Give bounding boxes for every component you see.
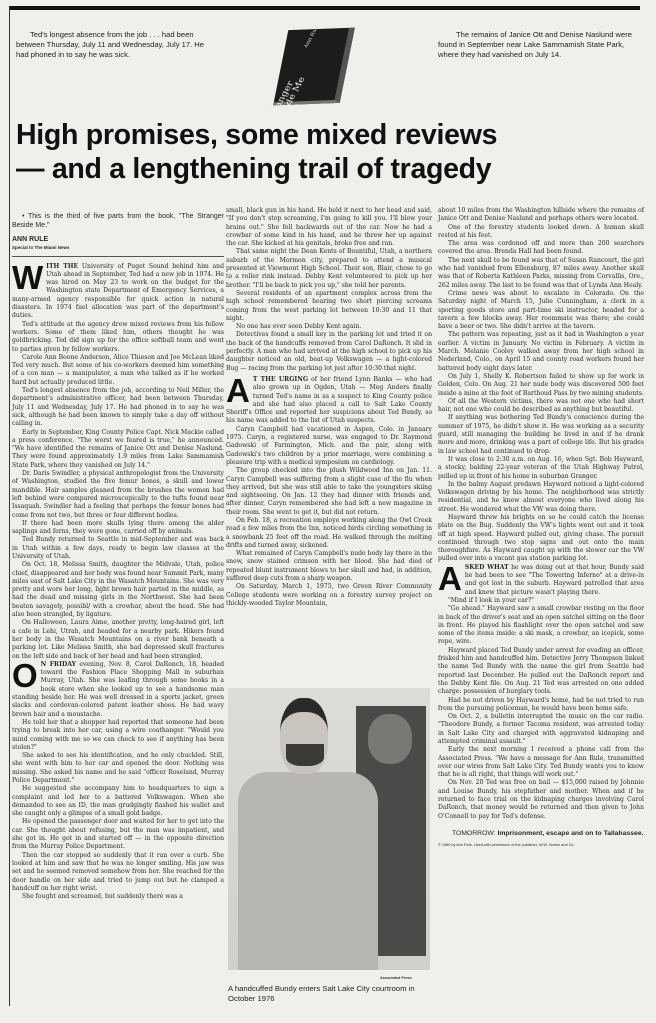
paragraph: On Saturday, March 1, 1975, two Green River Community College students were working on a forestry survey project on thickly-wooded Taylor Mountain,: [226, 583, 432, 607]
paragraph: Then the car stopped so suddenly that it ran over a curb. She looked at him and saw that he was no longer smiling. His jaw was set and he seemed removed somehow from her. She reached for the door handle on her side and tried to jump out but he clamped a handcuff on her right wrist.: [12, 851, 224, 892]
paragraph: He opened the passenger door and waited for her to get into the car. She thought about refusing, but the man was impatient, and she got in. He got in and started off — in the opposite direction from the Murray Police Department.: [12, 818, 224, 851]
photo-figure-beard: [286, 744, 324, 766]
paragraph: The area was cordoned off and more than 200 searchers covered the area. Brenda Hall had been found.: [438, 240, 644, 256]
top-rule: [10, 6, 640, 10]
paragraph: The group checked into the plush Wildwood Inn on Jan. 11. Caryn Campbell was suffering from a slight case of the flu when they arrived, but she was still able to take the youngsters skiing and sightseeing. On Jan. 12 they had dinner with friends and, after dinner, Caryn remembered she had left a new magazine in their room. She went to get it, but did not return.: [226, 467, 432, 516]
book-author: Ann Rule: [303, 24, 321, 49]
drop-cap: W: [12, 258, 44, 296]
paragraph: In the balmy August predawn Hayward noticed a light-colored Volkswagen driving by his home. The neighborhood was strictly residential, and he knew almost everyone who lived along his street. He wondered what the VW was doing there.: [438, 480, 644, 513]
byline-affiliation: Special to The Miami News: [12, 244, 224, 256]
paragraph: [438, 559, 644, 597]
paragraph: The pattern was repeating, just as it had in Washington a year earlier. A victim in January. No victim in February. A victim in March. Melanie Cooley walked away from her high school in Nederland, Colo., on April 15 and county road workers found her battered body eight days later.: [438, 331, 644, 372]
lead-in: ITH THE: [46, 262, 79, 270]
byline-author: ANN RULE: [12, 236, 49, 243]
photo-officer: [368, 714, 412, 764]
paragraph: Early the next morning I received a phone call from the Associated Press. "We have a message for Ann Rule, transmitted over our wires from Salt Lake City. Ted Bundy wants you to know that he is all right, that things will work out.": [438, 746, 644, 779]
paragraph: Ted Bundy returned to Seattle in mid-September and was back in Utah within a few days, ready to begin law classes at the University of Utah.: [12, 536, 224, 560]
tomorrow-teaser: [438, 829, 644, 838]
paragraph-text: evening, Nov. 8, Carol DaRonch, 18, headed toward the Fashion Place Shopping Mall in suburban Murray, Utah. She was leafing through some books in a book store when she looked up to see a handsome man standing beside her. He was well dressed in a sports jacket, green slacks and cordovan-colored patent leather shoes. He had wavy brown hair and a moustache.: [12, 660, 224, 718]
paragraph: On Nov. 20 Ted was free on bail — $15,000 raised by Johnnie and Louise Bundy, his stepfather and mother. When and if he returned to face trial on the kidnaping charges involving Carol DaRonch, that money would be returned and then given to John O'Connell to pay for Ted's defense.: [438, 779, 644, 820]
photo-bundy-courtroom: [228, 688, 430, 970]
photo-credit: Associated Press: [380, 976, 412, 980]
headline-line-1: High promises, some mixed reviews: [16, 119, 498, 151]
tomorrow-text: Imprisonment, escape and on to Tallahassee.: [495, 829, 644, 837]
paragraph: small, black gun in his hand. He held it next to her head and said, "If you don't stop screaming, I'm going to kill you. I'll blow your brains out." She fell backwards out of the car. Now he had a crowbar of some kind in his hand, and he threw her up against the car. She kicked at his genitals, broke free and ran.: [226, 207, 432, 248]
lead-in: T THE URGING: [252, 375, 309, 383]
paragraph: "Go ahead." Hayward saw a small crowbar resting on the floor in back of the driver's seat and an open satchel sitting on the floor in front. He played his flashlight over the open satchel and saw some of the items inside: a ski mask, a crowbar, an icepick, some rope, wire.: [438, 605, 644, 646]
photo-figure-shirt: [238, 772, 378, 970]
copyright-notice: © 1980 by Ann Rule. Used with permission of the publisher, W.W. Norton and Co.: [438, 842, 575, 847]
paragraph: Crime news was about to escalate in Colorado. On the Saturday night of March 15, Julie Cunningham, a clerk in a sporting goods store and part-time ski instructor, headed for a tavern a few blocks away. Her roommate was there; she could have a beer or two. She didn't arrive at the tavern.: [438, 289, 644, 331]
paragraph: On Oct. 18, Melissa Smith, daughter the Midvale, Utah, police chief, disappeared and her body was found near Summit Park, many miles east of Salt Lake City in the Wasatch Mountains. She was very pretty and wore her long, light brown hair parted in the middle, as had the dead and missing girls in the Northwest. She had been beaten savagely, possibl/ with a crowbar, about the head. She had also been strangled, by ligature.: [12, 561, 224, 619]
pull-quote-right: The remains of Janice Ott and Denise Naslund were found in September near Lake Sammamish State Park, where they had vanished on July 14.: [438, 30, 633, 60]
paragraph: The next skull to be found was that of Susan Rancourt, the girl who had vanished from Ellensburg, 87 miles away. Another skull was that of Roberta Kathleen Parks, missing from Corvallis, Ore., 262 miles away. The last to be found was that of Lynda Ann Healy.: [438, 256, 644, 289]
paragraph: Early in September, King County Police Capt. Nick Mackie called a press conference. "The worst we feared is true," he announced. "We have identified the remains of Janice Ott and Denise Naslund. They were found approximately 1.9 miles from Lake Sammamish State Park, where they vanished on July 14.": [12, 428, 224, 469]
book-cover-image: [258, 24, 355, 126]
left-rule: [9, 6, 10, 1006]
paragraph: That same night the Dean Kents of Bountiful, Utah, a northern suburb of the Mormon city, prepared to attend a musical presented at Viewmont High School. Their son, Blair, chose to go to a roller rink instead. Debby Kent volunteered to pick up her brother. "I'll be back to pick you up," she told her parents.: [226, 248, 432, 289]
column-2: [226, 207, 432, 608]
paragraph: Dr. Daris Swindler, a physical anthropologist from the University of Washington, studied the five femur bones, a skull and lower mandible. Hair samples gleaned from the brushes the women had left behind were compared microscopically to the tufts found near Issaquah. Swindler had a feeling that perhaps the femur bones had come from not two, but three or four different bodies.: [12, 470, 224, 519]
paragraph: Ted's attitude at the agency drew mixed reviews from his fellow workers. Some of them liked him, others thought he was goldbricking. Ted did sign up for the office softball team and went to parties given by fellow workers.: [12, 320, 224, 353]
paragraph-text: University of Puget Sound behind him and Utah ahead in September, Ted had a new job in 1974. He was hired on May 23 to work on the budget for the Washington state Department of Emergency Services, a many-armed agency responsible for quick action in natural disasters. In 1974 fuel allocation was part of the department's duties.: [12, 262, 224, 320]
paragraph: If anything was bothering Ted Bundy's conscience during the summer of 1975, he didn't show it. He was working as a security guard, still managing the building he lived in and if he drank more and more, drinking was a part of college life. But his grades in law school had continued to drop.: [438, 414, 644, 455]
paragraph: Several residents of an apartment complex across from the high school remembered hearing two short piercing screams coming from the west parking lot between 10:30 and 11 that night.: [226, 289, 432, 322]
paragraph: Ted's longest absence from the job, according to Neil Miller, the department's administrative officer, had been between Thursday, July 11 and Wednesday, July 17. He had phoned in to say he was sick, although he had been known to simply take a day off without calling in.: [12, 387, 224, 428]
paragraph: It was close to 2:30 a.m. on Aug. 16, when Sgt. Bob Hayward, a stocky, balding 22-year veteran of the Utah Highway Patrol, pulled up in front of his home in suburban Granger.: [438, 455, 644, 480]
paragraph: On July 1, Shelly K. Robertson failed to show up for work in Golden, Colo. On Aug. 21 her nude body was discovered 500 feet inside a mine at the foot of Barthoud Pass by two mining students.: [438, 372, 644, 397]
paragraph: On Oct. 2, a bulletin interrupted the music on the car radio. "Theodore Bundy, a former Tacoma resident, was arrested today in Salt Lake City and charged with aggravated kidnaping and attempted criminal assault.": [438, 713, 644, 745]
series-note: • This is the third of five parts from the book, "The Stranger Beside Me.": [12, 213, 224, 229]
drop-cap: A: [226, 371, 250, 409]
tomorrow-label: TOMORROW:: [452, 829, 496, 837]
paragraph: Carole Ann Boone Anderson, Alice Thieson and Joe McLean liked Ted very much. But some of his co-workers deemed him something of a con man — a manipulator, a man who talked as if he worked hard but actually produced little.: [12, 353, 224, 386]
paragraph-text: he was doing out at that hour, Bundy said he had been to see "The Towering Inferno" at a drive-in and got lost in the suburb. Hayward patrolled that area and knew that picture wasn't playing there.: [464, 563, 644, 596]
paragraph: If there had been more skulls lying there among the alder saplings and ferns, they were gone, carried off by animals.: [12, 519, 224, 536]
paragraph: Caryn Campbell had vacationed in Aspen, Colo. in January 1975. Caryn, a registered nurse, was engaged to Dr. Raymond Gadowski of Farmington, Mich. and the pair, along with Gadowski's two children by a prior marriage, were combining a pleasure trip with a medical symposium on cardiology.: [226, 425, 432, 466]
paragraph: What remained of Caryn Campbell's nude body lay there in the snow, snow stained crimson with her blood. She had died of repeated blunt instrument blows to her skull and had, in addition, suffered deep cuts from a sharp weapon.: [226, 550, 432, 583]
lead-in: N FRIDAY: [40, 660, 77, 668]
paragraph: about 10 miles from the Washington hillside where the remains of Janice Ott and Denise Naslund and perhaps others were located.: [438, 207, 644, 223]
paragraph: He told her that a shopper had reported that someone had been trying to break into her car, using a wire coathanger. "Would you mind coming with me so we can check to see if anything has been stolen?": [12, 718, 224, 751]
book-title: The Stranger Beside Me: [258, 75, 308, 126]
paragraph: [226, 371, 432, 426]
pull-quote-left: Ted's longest absence from the job . . . had been between Thursday, July 11 and Wednesday, July 17. He had phoned in to say he was sick.: [16, 30, 204, 60]
paragraph: No one has ever seen Debby Kent again.: [236, 323, 362, 331]
paragraph: On Halloween, Laura Aime, another pretty, long-haired girl, left a cafe in Lehi, Utrah, and headed for a nearby park. Hikers found her body in the Wasatch Mountains on a river bank beneath a parking lot. Like Melissa Smith, she had depressed skull fractures on the left side and back of her head and had been strangled.: [12, 619, 224, 660]
paragraph: Hayward threw his brights on so he could catch the license plate on the Bug. Suddenly the VW's lights went out and it took off at high speed. Hayward pulled out, giving chase. The pursuit continued through two stop signs and out onto the main thoroughfare. As Hayward caught up with the slower car the VW pulled over into a vacant gas station parking lot.: [438, 513, 644, 563]
column-1: [12, 212, 224, 901]
drop-cap: A: [438, 559, 462, 597]
drop-cap: O: [12, 656, 38, 694]
paragraph: [12, 258, 224, 321]
paragraph-text: of her friend Lynn Banks — who had also grown up in Ogden, Utah — Meg Anders finally turned Ted's name in as a suspect to King County police and she had also placed a call to Salt Lake County Sheriff's Office and reported her suspicions about Ted Bundy, so his name was added to the list of Utah suspects.: [226, 375, 432, 425]
paragraph: One of the forestry students looked down. A human skull rested at his feet.: [438, 223, 644, 239]
photo-caption: A handcuffed Bundy enters Salt Lake City courtroom in October 1976: [228, 984, 415, 1004]
paragraph: She fought and screamed, but suddenly there was a: [22, 893, 183, 901]
column-3: [438, 207, 644, 848]
paragraph: He suggested she accompany him to headquarters to sign a complaint and led her to a battered Volkswagen. When she demanded to see an ID, the man grudgingly flashed his wallet and she caught only a glimpse of a small gold badge.: [12, 785, 224, 818]
paragraph: "Mind if I look in your car?": [448, 596, 534, 604]
paragraph: [12, 656, 224, 719]
headline-line-2: — and a lengthening trail of tragedy: [16, 153, 492, 185]
paragraph: Hayward placed Ted Bundy under arrest for evading an officer, frisked him and handcuffed him. Detective Jerry Thompson linked the name Ted Bundy with the name the girl from Seattle had reported last December. He pulled out the DaRonch report and the Debby Kent file. On Aug. 21 Ted was arrested on one added charge: possession of burglary tools.: [438, 646, 644, 696]
paragraph: She asked to see his identification, and he only chuckled. Still, she went with him to her car and opened the door. Nothing was missing. She asked his name and he said "officer Roseland, Murray Police Department.": [12, 752, 224, 784]
headline: [16, 118, 636, 186]
paragraph: Had he not driven by Hayward's home, had he not tried to run from the pursuing policeman, he would have been home safe.: [438, 696, 644, 712]
lead-in: SKED WHAT: [464, 563, 509, 571]
paragraph: On Feb. 18, a recreation employe working along the Owl Creek road a few miles from the Inn, noticed birds circling something in a snowbank 25 feet off the road. He walked through the melting drifts and turned away, sickened.: [226, 516, 432, 549]
paragraph: Detectives found a small key in the parking lot and tried it on the back of the handcuffs removed from Carol DaRonch. It slid in perfectly. A man who had arrived at the high school to pick up his daughter noticed an old, beat-up Volkswagen — a light-colored Bug — racing from the parking lot just after 10:30 that night.: [226, 331, 432, 372]
paragraph: Of all the Western victims, there was not one who had short hair, not one who could be described as anything but beautiful.: [438, 397, 644, 414]
